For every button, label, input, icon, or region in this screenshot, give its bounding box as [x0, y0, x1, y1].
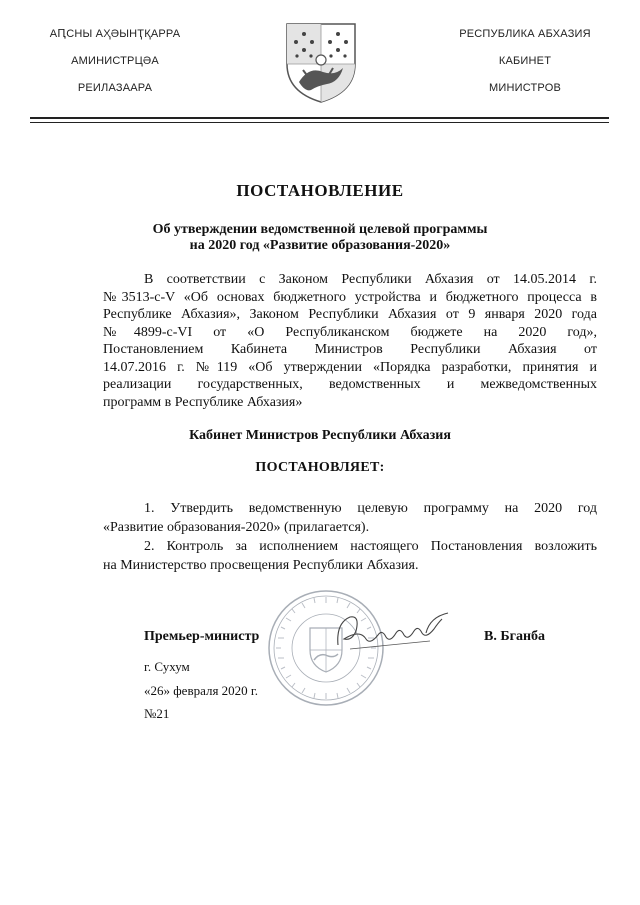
signatory-name: В. Бганба	[484, 629, 546, 644]
header-left-line-3: РЕИЛАЗААРА	[77, 82, 153, 94]
preamble-line: В соответствии с Законом Республики Абхазия от 14.05.2014 г.	[144, 272, 597, 287]
header-right-russian	[440, 27, 610, 108]
handwritten-signature-icon	[330, 605, 460, 660]
preamble-line: реализации государственных, ведомственных и межведомственных	[103, 377, 597, 392]
resolves-heading: ПОСТАНОВЛЯЕТ:	[255, 460, 385, 475]
header-left-line-1: АԤСНЫ АҲӘЫНҬҚАРРА	[49, 28, 181, 40]
document-number: №21	[144, 706, 170, 721]
header-divider-thin	[30, 122, 609, 123]
preamble-line: №3513-с-V «Об основах бюджетного устройства и бюджетного процесса в	[103, 289, 597, 305]
issue-city: г. Сухум	[144, 659, 190, 674]
header-right-line-2: КАБИНЕТ	[498, 55, 552, 67]
issue-date: «26» февраля 2020 г.	[144, 683, 259, 698]
preamble-paragraph	[103, 271, 597, 411]
header-left-line-2: АМИНИСТРЦӘА	[71, 55, 159, 67]
header-divider-thick	[30, 117, 609, 119]
item-line: 2. Контроль за исполнением настоящего Постановления возложить	[144, 539, 597, 554]
resolution-items	[103, 499, 597, 575]
abkhazia-coat-of-arms-icon	[283, 20, 359, 104]
item-line: «Развитие образования-2020» (прилагается).	[103, 520, 370, 535]
item-line: 1. Утвердить ведомственную целевую программу на 2020 год	[144, 501, 597, 516]
preamble-line: программ в Республике Абхазия»	[103, 394, 303, 410]
preamble-line: Постановлением Кабинета Министров Республики Абхазия от	[103, 342, 597, 357]
header-right-line-1: РЕСПУБЛИКА АБХАЗИЯ	[459, 28, 591, 40]
header-left-abkhaz	[30, 27, 200, 108]
signatory-role: Премьер-министр	[144, 629, 260, 644]
preamble-line: №4899-с-VI от «О Республиканском бюджете на 2020 год»,	[103, 324, 597, 340]
preamble-line: 14.07.2016 г. №119 «Об утверждении «Порядка разработки, принятия и	[103, 359, 597, 375]
header-right-line-3: МИНИСТРОВ	[488, 82, 561, 94]
document-title: ПОСТАНОВЛЕНИЕ	[236, 181, 404, 200]
subject-line-2: на 2020 год «Развитие образования-2020»	[189, 238, 451, 253]
issuer-heading: Кабинет Министров Республики Абхазия	[189, 428, 451, 443]
subject-line-1: Об утверждении ведомственной целевой программы	[152, 222, 488, 237]
item-line: на Министерство просвещения Республики Абхазия.	[103, 558, 419, 573]
document-subject	[0, 222, 640, 254]
preamble-line: Республике Абхазия», Законом Республики Абхазия от 9 января 2020 года	[103, 307, 597, 322]
